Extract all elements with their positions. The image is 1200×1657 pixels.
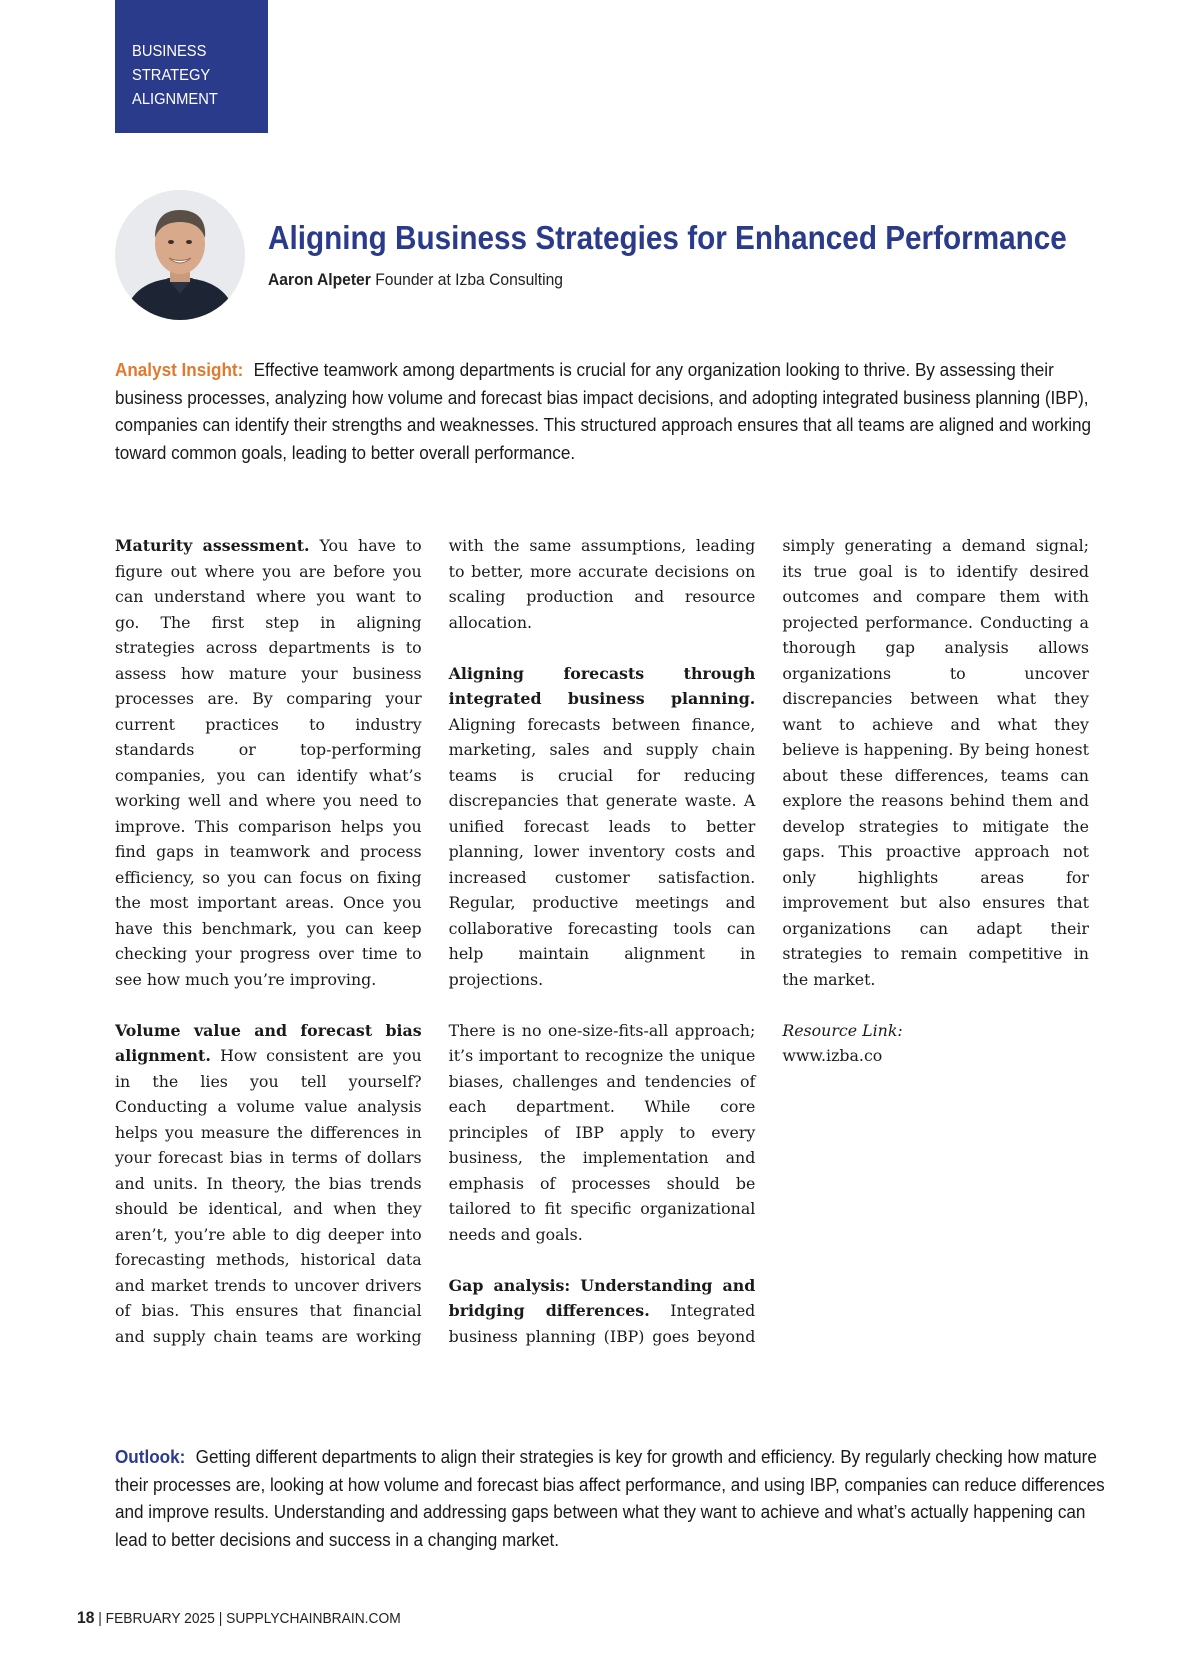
heading-aligning: Aligning forecasts through integrated business planning. <box>448 663 756 708</box>
author-portrait-icon <box>115 190 245 320</box>
author-photo <box>115 190 245 320</box>
author-name: Aaron Alpeter <box>268 270 371 289</box>
paragraph-aligning <box>449 661 756 993</box>
section-tag-line: BUSINESS <box>132 43 207 60</box>
outlook-label: Outlook: <box>115 1446 186 1467</box>
site-name: SUPPLYCHAINBRAIN.COM <box>226 1610 401 1627</box>
page-footer <box>77 1608 401 1629</box>
article-title: Aligning Business Strategies for Enhanced Performance <box>268 219 1067 256</box>
outlook-text: Getting different departments to align their strategies is key for growth and efficiency. By regularly checking how mature their processes are, looking at how volume and forecast bias affect performance, and using IBP, companies can reduce differences and improve results. Understanding and addressing gaps between what they want to achieve and what’s actually happening can lead to better decisions and success in a changing market. <box>115 1446 1105 1550</box>
resource-url[interactable]: www.izba.co <box>782 1046 883 1065</box>
section-tag-line: ALIGNMENT <box>132 91 218 108</box>
section-tag-line: STRATEGY <box>132 67 211 84</box>
footer-separator: | <box>214 1610 227 1627</box>
heading-maturity: Maturity assessment. <box>115 536 310 555</box>
resource-link-block <box>782 1018 1089 1069</box>
outlook <box>115 1443 1115 1553</box>
heading-volume: Volume value and forecast bias alignment. <box>115 1020 422 1065</box>
byline <box>268 268 563 292</box>
text-maturity: You have to figure out where you are before you can understand where you want to go. The first step in aligning strategies across departments is to assess how mature your business processes are. By comparing your current practices to industry standards or top-performing companies, you can identify what’s working well and where you need to improve. This comparison helps you find gaps in teamwork and process efficiency, so you can focus on fixing the most important areas. Once you have this benchmark, you can keep checking your progress over time to see how much you’re improving. <box>115 536 422 989</box>
analyst-insight <box>115 356 1115 466</box>
resource-label: Resource Link: <box>782 1020 903 1040</box>
author-role: Founder at Izba Consulting <box>375 270 563 289</box>
issue-date: FEBRUARY 2025 <box>105 1610 215 1627</box>
insight-text: Effective teamwork among departments is crucial for any organization looking to thrive. By assessing their business processes, analyzing how volume and forecast bias impact decisions, and adopting integrated business planning (IBP), companies can identify their strengths and weaknesses. This structured approach ensures that all teams are aligned and working toward common goals, leading to better overall performance. <box>115 359 1092 463</box>
section-tag <box>115 0 268 133</box>
text-volume: How consistent are you in the lies you tell yourself? Conducting a volume value analysis helps you measure the differences in your forecast bias in terms of dollars and units. In theory, the bias trends should be identical, and when they aren’t, you’re able to dig deeper into forecasting methods, historical data and market trends to uncover drivers of bias. This ensures that financial and supply chain teams are working with the same assumptions, leading to better, more accurate decisions on scaling production and resource allocation. <box>115 536 756 1346</box>
paragraph-approach: There is no one-size-fits-all approach; it’s important to recognize the unique biases, challenges and tendencies of each department. While core principles of IBP apply to every business, the implementation and emphasis of processes should be tailored to fit specific organizational needs and goals. <box>448 1020 756 1244</box>
page-number: 18 <box>77 1608 95 1627</box>
text-gap: Integrated business planning (IBP) goes beyond simply generating a demand signal; its true goal is to identify desired outcomes and compare them with projected performance. Conducting a thorough gap analysis allows organizations to uncover discrepancies between what they want to achieve and what they believe is happening. By being honest about these differences, teams can explore the reasons behind them and develop strategies to mitigate the gaps. This proactive approach not only highlights areas for improvement but also ensures that organizations can adapt their strategies to remain competitive in the market. <box>448 536 1089 1346</box>
footer-separator: | <box>94 1610 106 1627</box>
heading-gap: Gap analysis: Understanding and bridging differences. <box>448 1275 756 1320</box>
article-column-1 <box>115 533 1089 1353</box>
text-aligning: Aligning forecasts between finance, marketing, sales and supply chain teams is crucial for reducing discrepancies that generate waste. A unified forecast leads to better planning, lower inventory costs and increased customer satisfaction. Regular, productive meetings and collaborative forecasting tools can help maintain alignment in projections. <box>448 714 756 989</box>
paragraph-maturity <box>115 533 422 992</box>
insight-label: Analyst Insight: <box>115 359 244 380</box>
